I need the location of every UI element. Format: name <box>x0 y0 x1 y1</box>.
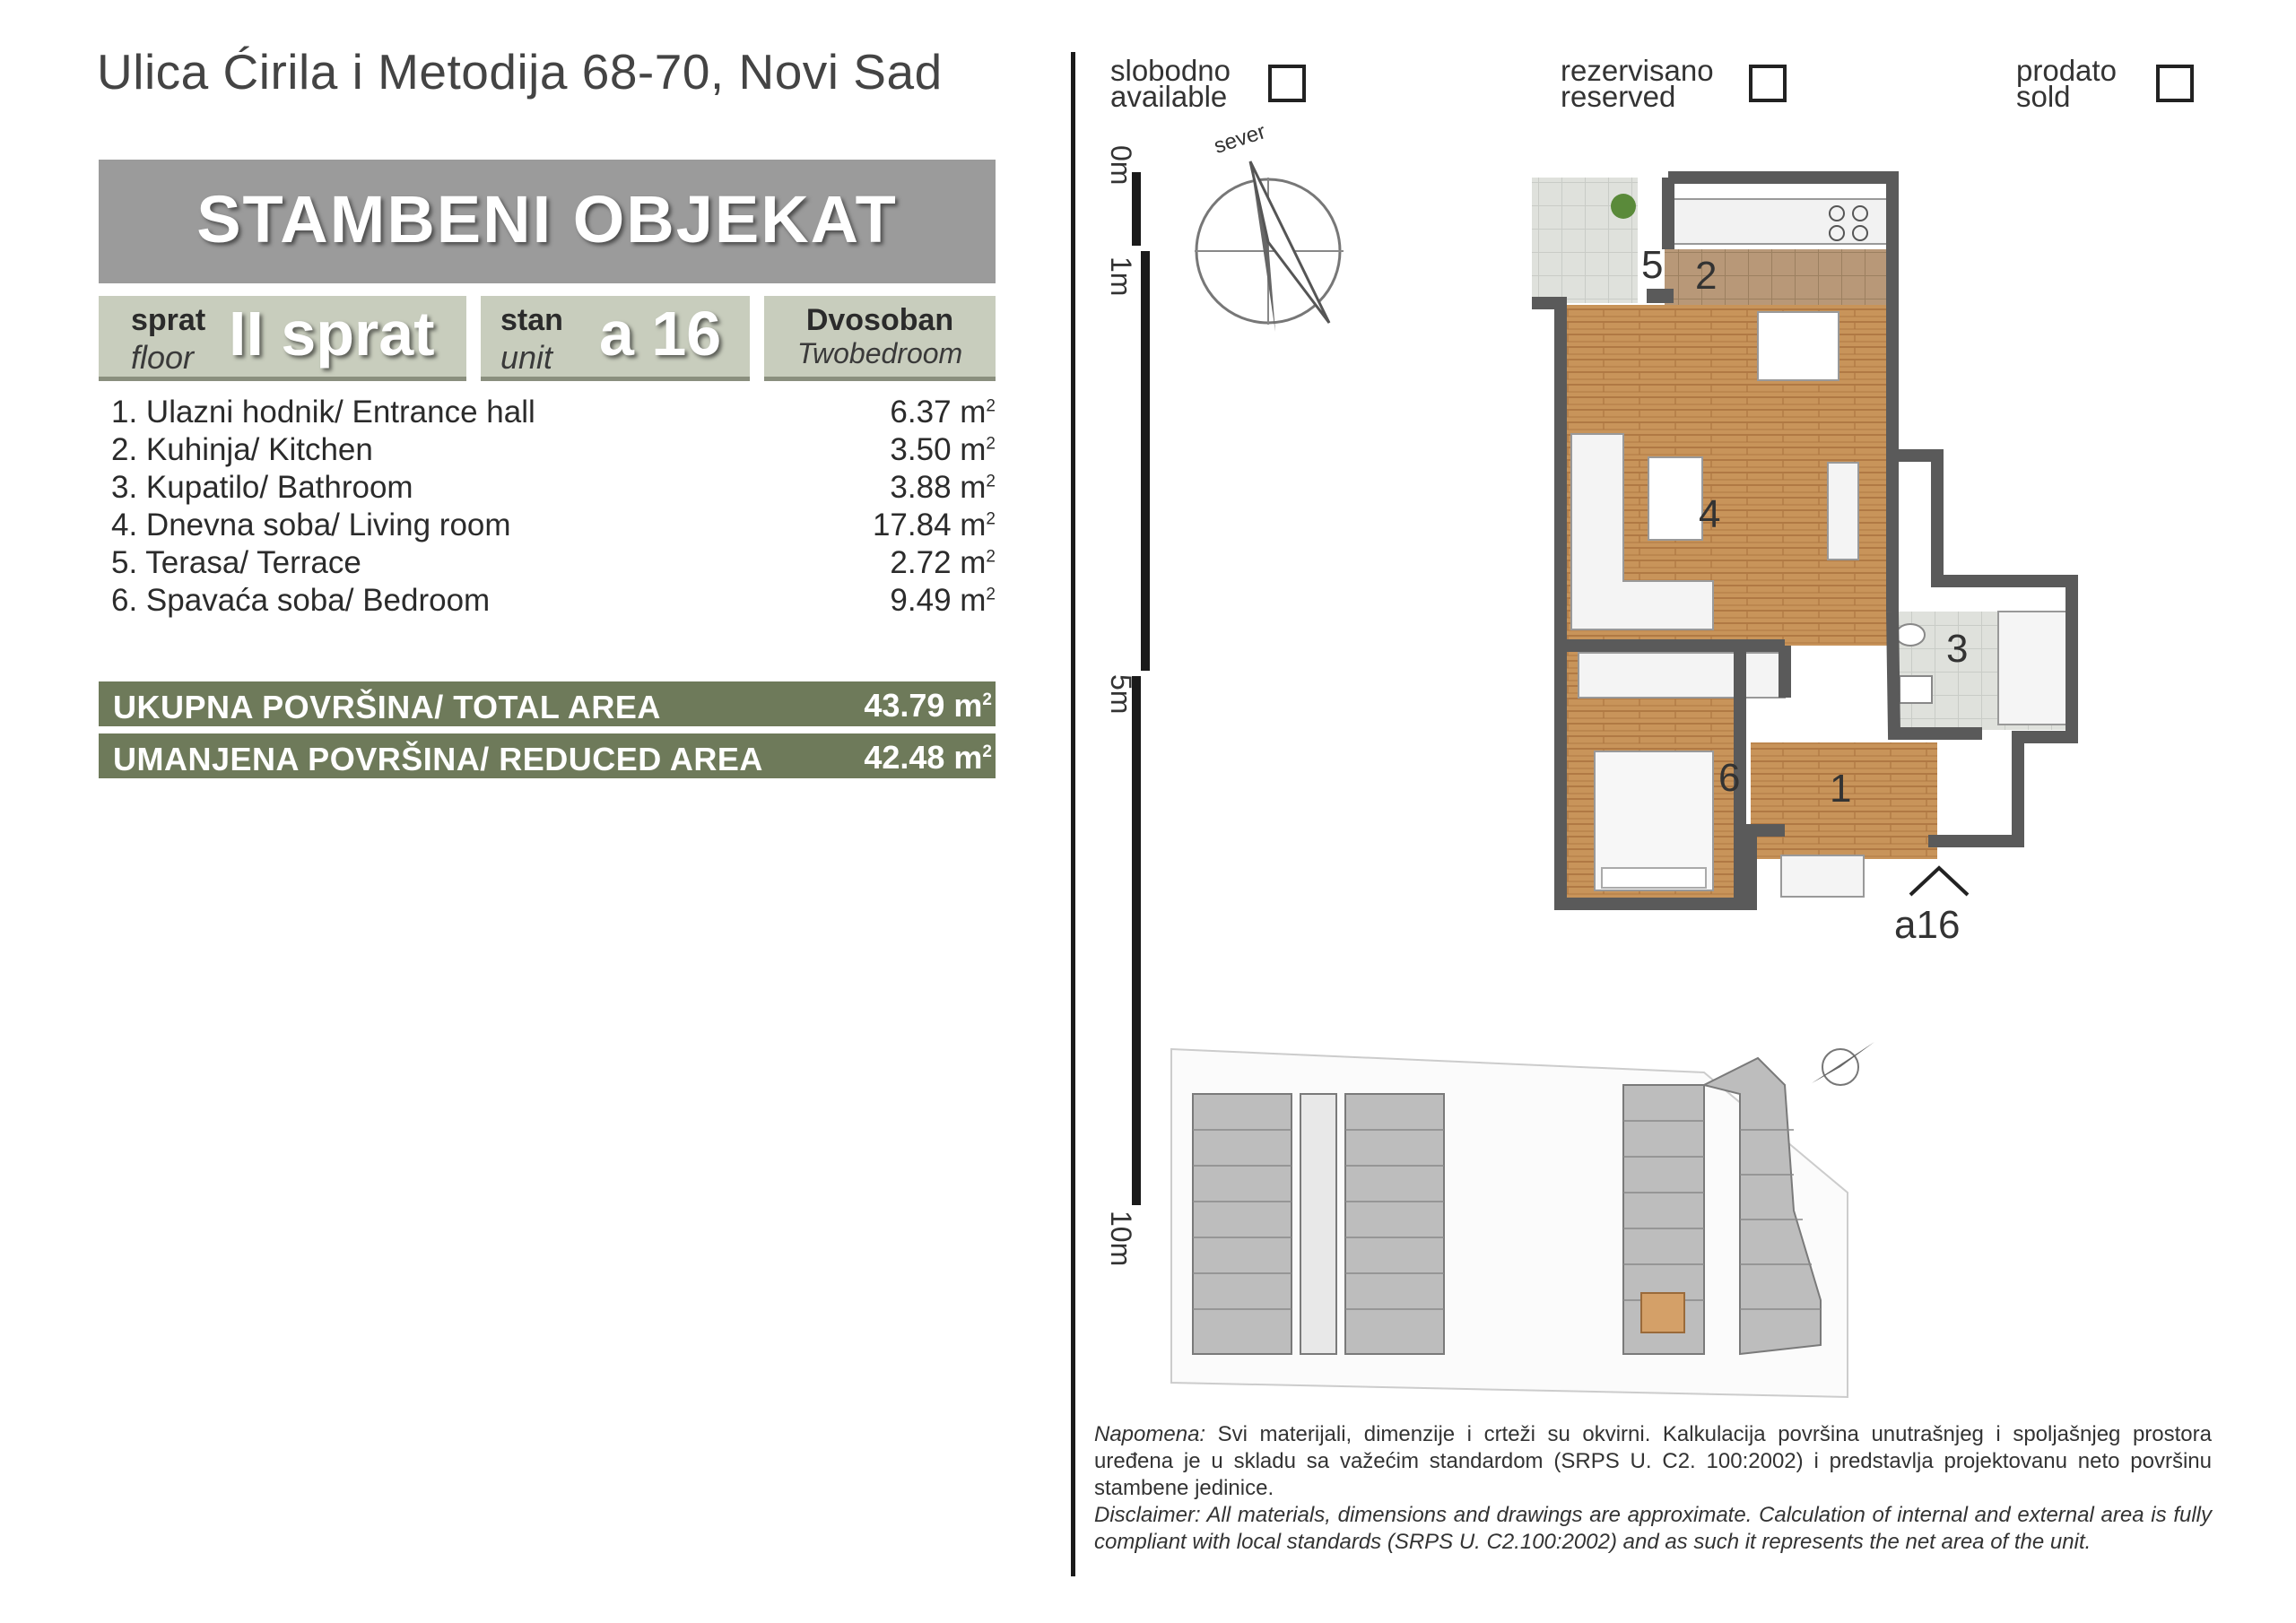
total-area-bar <box>99 681 996 726</box>
room-number-1: 1 <box>1830 767 1852 811</box>
unit-label-en: unit <box>500 339 553 376</box>
page-title: STAMBENI OBJEKAT <box>196 182 898 256</box>
tv-unit <box>1828 463 1858 560</box>
list-item: 6. Spavaća soba/ Bedroom 9.49 $m^2$ <box>111 583 996 618</box>
total-area-value: 43.79 $m^2$ <box>864 687 992 724</box>
note-en: Disclaimer: All materials, dimensions and drawings are approximate. Calculation of internal and external area is fully compliant with local standards (SRPS U. C2.100:2002) and as such it represents the net area of the unit. <box>1094 1503 2212 1554</box>
wardrobe <box>1578 653 1785 698</box>
total-area-label: UKUPNA POVRŠINA/ TOTAL AREA <box>113 689 661 725</box>
sink-icon <box>1900 676 1932 703</box>
reduced-area-bar <box>99 733 996 778</box>
room-number-4: 4 <box>1699 492 1721 536</box>
building-block-1 <box>1193 1094 1292 1354</box>
site-plan <box>1166 1031 1883 1408</box>
floor-label: sprat <box>131 303 206 337</box>
list-item: 4. Dnevna soba/ Living room 17.84 $m^2$ <box>111 508 996 542</box>
scale-label-1m: 1m <box>1105 256 1137 297</box>
list-item: 1. Ulazni hodnik/ Entrance hall 6.37 $m^2$ <box>111 395 996 430</box>
floor-box <box>99 296 466 381</box>
reduced-area-label: UMANJENA POVRŠINA/ REDUCED AREA <box>113 741 763 777</box>
toilet-icon <box>1896 624 1925 646</box>
hall-closet <box>1781 855 1864 897</box>
status-reserved: rezervisano reserved <box>1561 54 1714 113</box>
scale-label-10m: 10m <box>1105 1211 1137 1267</box>
highlighted-unit <box>1641 1293 1684 1332</box>
list-item: 3. Kupatilo/ Bathroom 3.88 $m^2$ <box>111 470 996 505</box>
floor-plan <box>1516 160 2090 967</box>
unit-value: a 16 <box>599 299 722 369</box>
status-sold: prodato sold <box>2016 54 2117 113</box>
type-label-en: Twobedroom <box>796 337 963 369</box>
title-banner <box>99 160 996 283</box>
compass-label: sever <box>1211 119 1269 159</box>
sold-checkbox[interactable] <box>2156 65 2194 102</box>
compass-icon <box>1186 117 1374 359</box>
floor-label-en: floor <box>131 339 195 376</box>
unit-label: stan <box>500 303 563 337</box>
building-block-2 <box>1345 1094 1444 1354</box>
unit-box <box>481 296 750 381</box>
room-list <box>111 395 996 621</box>
room-number-5: 5 <box>1641 243 1664 287</box>
room-number-6: 6 <box>1718 756 1741 800</box>
dining-table <box>1758 312 1839 380</box>
reserved-checkbox[interactable] <box>1749 65 1787 102</box>
note-sr: Napomena: Svi materijali, dimenzije i crteži su okvirni. Kalkulacija površina unutrašnjeg i spoljašnjeg prostora uređena je u skladu sa važećim standardom (SRPS U. C2. 100:2002) i predstavlja projektovanu neto površinu stambene jedinice. <box>1094 1422 2212 1500</box>
bathtub <box>1998 612 2070 725</box>
entrance-marker-icon <box>1910 868 1968 895</box>
type-label: Dvosoban <box>805 303 954 337</box>
scale-label-5m: 5m <box>1105 674 1137 715</box>
plant-icon <box>1611 194 1636 219</box>
unit-tag: a16 <box>1894 903 1961 947</box>
type-box <box>764 296 996 381</box>
floor-value: II sprat <box>229 299 435 369</box>
divider-line <box>1071 52 1075 1576</box>
available-checkbox[interactable] <box>1268 65 1306 102</box>
scale-segment <box>1141 251 1150 671</box>
reduced-area-value: 42.48 $m^2$ <box>864 739 992 776</box>
list-item: 2. Kuhinja/ Kitchen 3.50 $m^2$ <box>111 432 996 467</box>
room-number-3: 3 <box>1946 627 1969 671</box>
address: Ulica Ćirila i Metodija 68-70, Novi Sad <box>97 44 943 100</box>
disclaimer-note <box>1094 1421 2212 1556</box>
list-item: 5. Terasa/ Terrace 2.72 $m^2$ <box>111 545 996 580</box>
scale-segment <box>1132 676 1141 1205</box>
coffee-table <box>1648 457 1702 540</box>
scale-label-0m: 0m <box>1105 145 1137 186</box>
status-available: slobodno available <box>1110 54 1231 113</box>
room-number-2: 2 <box>1695 254 1718 298</box>
